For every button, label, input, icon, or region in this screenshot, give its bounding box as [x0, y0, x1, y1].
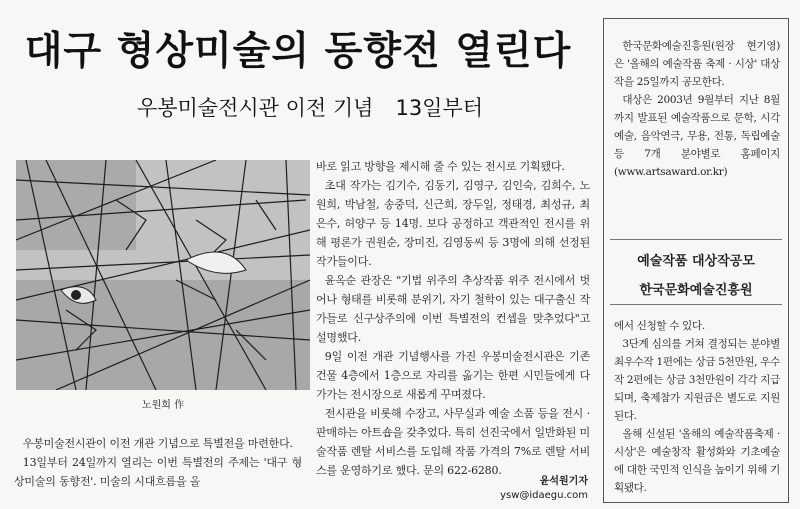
reporter-email: ysw@idaegu.com: [500, 490, 588, 501]
sidebar-paragraph: 에서 신청할 수 있다.: [614, 320, 705, 332]
paragraph: 바로 읽고 방향을 제시해 줄 수 있는 전시로 기획됐다.: [316, 160, 565, 173]
sidebar-paragraph: 한국문화예술진흥원(원장 현기영)은 '올해의 예술작품 축제 · 시상' 대상작을 25일까지 공모한다.: [614, 40, 780, 88]
sidebar-article: [603, 18, 789, 503]
subhead-text: 우봉미술전시관 이전 기념: [136, 96, 374, 120]
subhead: [80, 92, 540, 122]
article-column-1: [14, 434, 302, 491]
photo-caption: 노원희 作: [141, 400, 185, 411]
sidebar-box-title: 예술작품 대상작공모: [637, 254, 755, 269]
byline: 윤석원기자: [539, 476, 588, 487]
sidebar-box-org: 한국문화예술진흥원: [639, 283, 753, 298]
sidebar-paragraph: 3단계 심의를 거쳐 결정되는 분야별 최우수작 1편에는 상금 5천만원, 우수작 2편에는 상금 3천만원이 각각 지급되며, 축제참가 지원금은 별도로 지원된다.: [614, 338, 780, 422]
sidebar-paragraph: 올해 신설된 '올해의 예술작품축제 · 시상'은 예술창작 활성화와 기초예술에 대한 국민적 인식을 높이기 위해 기획됐다.: [614, 428, 780, 494]
article-column-2: [316, 157, 590, 480]
sidebar-text-bottom: [614, 317, 780, 497]
headline: 대구 형상미술의 동향전 열린다: [24, 29, 572, 74]
paragraph: 9일 이전 개관 기념행사를 가진 우봉미술전시관은 기존 건물 4층에서 1층으로 자리를 옮기는 한편 시민들에게 다가가는 전시장으로 새롭게 꾸며졌다.: [316, 350, 590, 401]
paragraph: 13일부터 24일까지 열리는 이번 특별전의 주제는 '대구 형상미술의 동향전'. 미술의 시대흐름을 올: [14, 456, 302, 488]
subhead-date: 13일부터: [395, 96, 484, 120]
paragraph: 윤옥순 관장은 "기법 위주의 추상작품 위주 전시에서 벗어나 형태를 비롯해 분위기, 자기 철학이 있는 대구출신 작가들로 신구상주의에 이번 특별전의 컨셉을 맞추었다"고 설명했다.: [316, 274, 590, 344]
paragraph: 전시관을 비롯해 수장고, 사무실과 예술 소품 등을 전시 · 판매하는 아트숍을 갖추었다. 특히 선진국에서 일반화된 미술작품 렌탈 서비스를 도입해 작품 가격의 7%로 렌탈 서비스를 운영하기로 했다. 문의 622-6280.: [316, 407, 590, 477]
sidebar-paragraph: 대상은 2003년 9월부터 지난 8월까지 발표된 예술작품으로 문학, 시각예술, 음악연극, 무용, 전통, 독립예술 등 7개 분야별로 홈페이지 (www.artsaward.or.kr): [614, 94, 780, 178]
paragraph: 초대 작가는 김기수, 김동기, 김영구, 김인숙, 김희수, 노원희, 박남철, 송중덕, 신근희, 장두일, 정태경, 최성규, 최은수, 허양구 등 14명. 보다 공정하고 객관적인 전시를 위해 평론가 권원순, 장미진, 김영동씨 등 3명에 의해 선정된 작가들이다.: [316, 179, 590, 268]
artwork-photo: [16, 160, 310, 390]
sidebar-text-top: [614, 37, 780, 181]
paragraph: 우봉미술전시관이 이전 개관 기념으로 특별전을 마련한다.: [22, 437, 293, 450]
sidebar-headline-box: [610, 239, 782, 305]
artwork-image: [16, 160, 310, 390]
